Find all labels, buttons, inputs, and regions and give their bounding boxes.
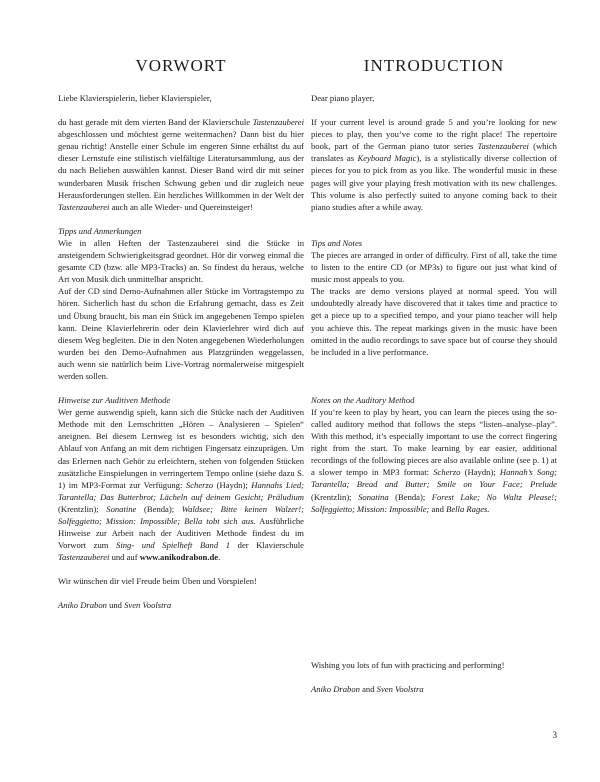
english-intro bbox=[311, 116, 557, 213]
italic-text: Bella Rages. bbox=[446, 503, 490, 514]
text-run: (Benda); bbox=[388, 491, 432, 502]
english-heading: INTRODUCTION bbox=[363, 56, 505, 75]
text-run: If you’re keen to play by heart, you can learn the pieces using the so-called auditory method that follows the steps “listen–analyse–play”. With this method, it’s especially important to use the correct fingering right from the start. To make learning by ear easier, additional recordings of the following pieces are also available online (see p. 1) at a slower tempo in MP3 format: bbox=[311, 406, 557, 478]
text-run: If your current level is around grade 5 and you’re looking for new pieces to play, then you’ve come to the right place! The repertoire book, part of the German piano tutor series bbox=[311, 117, 557, 152]
text-run: Wer gerne auswendig spielt, kann sich die Stücke nach der Auditiven Methode mit den Lernschritten „Hören – Analysieren – Spielen“ aneignen. Bei diesem Lernweg ist es besonders wichtig, sich den Ablauf von Anfang an mit dem richtigen Fingersatz einzuprägen. Um das Erlernen nach Gehör zu erleichtern, stehen von folgenden Stücken zusätzliche Einspielungen in verringertem Tempo online (siehe dazu S. 1) im MP3-Format zur Verfügung: bbox=[58, 407, 304, 490]
german-closing: Wir wünschen dir viel Freude beim Üben und Vorspielen! bbox=[58, 576, 257, 587]
german-greeting: Liebe Klavierspielerin, lieber Klavierspieler, bbox=[58, 93, 212, 103]
text-run: and bbox=[429, 503, 447, 514]
italic-text: Tastenzauberei bbox=[58, 552, 110, 563]
italic-text: Sven Voolstra bbox=[376, 684, 424, 694]
italic-text: Hannah’s Song; Tarantella; Bread and Butter; Smile on Your Face; Prelude bbox=[311, 467, 557, 490]
english-tips-heading: Tips and Notes bbox=[311, 237, 363, 248]
german-column bbox=[58, 56, 304, 612]
text-run: (Haydn); bbox=[460, 467, 500, 478]
german-signature bbox=[58, 599, 304, 611]
text-run: der Klavierschule bbox=[230, 540, 304, 551]
italic-text: Aniko Drabon bbox=[311, 684, 360, 694]
german-auditive-heading: Hinweise zur Auditiven Methode bbox=[58, 395, 171, 406]
text-run: and bbox=[359, 684, 377, 694]
text-run: (Krentzlin); bbox=[58, 503, 107, 514]
text-run: (which translates as bbox=[311, 141, 557, 164]
text-run: und bbox=[106, 600, 125, 611]
italic-text: Keyboard Magic bbox=[357, 153, 417, 164]
italic-text: Hannahs Lied; Tarantella; Das Butterbrot; Lächeln auf deinem Gesicht; Präludium bbox=[58, 479, 304, 502]
english-signature bbox=[311, 683, 557, 695]
italic-text: Scherzo bbox=[185, 479, 214, 490]
italic-text: Waldsee; Bitte keinen Walzer!; Solfeggietto; Mission: Impossible; Bella tobt sich aus. bbox=[58, 503, 304, 526]
german-heading: VORWORT bbox=[135, 56, 227, 75]
text-run: (Krentzlin); bbox=[311, 491, 359, 502]
english-tips-paragraph-1: The pieces are arranged in order of difficulty. First of all, take the time to listen to the entire CD (or MP3s) to figure out just what kind of music most appeals to you. bbox=[311, 249, 557, 285]
german-auditive-paragraph bbox=[58, 406, 304, 563]
italic-text: Scherzo bbox=[433, 467, 461, 478]
italic-text: Tastenzauberei bbox=[252, 117, 304, 128]
english-closing: Wishing you lots of fun with practicing and performing! bbox=[311, 660, 505, 670]
english-auditory-paragraph bbox=[311, 406, 557, 515]
english-column bbox=[311, 56, 557, 515]
german-tips-paragraph-2: Auf der CD sind Demo-Aufnahmen aller Stücke im Vortragstempo zu hören. Sicherlich hast du schon die Erfahrung gemacht, dass es Zeit und Übung braucht, bis man ein Stück im angegebenen Tempo spielen kann. Deine Klavierlehrerin oder dein Klavierlehrer wird dich auf diesem Weg begleiten. Die in den Noten angegebenen Wiederholungen wurden bei den Demo-Aufnahmen aus Platzgründen weggelassen, auch wenn sie natürlich beim Live-Vortrag normalerweise mitgespielt werden sollen. bbox=[58, 286, 304, 381]
text-run: abgeschlossen und möchtest gerne weitermachen? Dann bist du hier genau richtig! Anstelle einer Schule im engeren Sinne erhältst du auf dieser Lernstufe eine stilistisch vielfältige Literatursammlung, aus der du nach Belieben auswählen kannst. Dieser Band wird dir mit seiner wunderbaren Musik frischen Schwung geben und dir zugleich neue Herausforderungen stellen. Ein herzliches Willkommen in der Welt der bbox=[58, 129, 304, 200]
italic-text: Sven Voolstra bbox=[124, 600, 172, 611]
italic-text: Tastenzauberei bbox=[58, 201, 110, 212]
german-tips-heading: Tipps und Anmerkungen bbox=[58, 225, 142, 236]
german-tips-paragraph-1: Wie in allen Heften der Tastenzauberei sind die Stücke in ansteigendem Schwierigkeitsgrad geordnet. Hör dir vorweg einmal die gesamte CD (bzw. alle MP3-Tracks) an. So findest du heraus, welche Art von Musik dich unmittelbar anspricht. bbox=[58, 237, 304, 285]
text-run: ), is a stylistically diverse collection of pieces for you to pick from as you like. The wonderful music in these pages will give your playing fresh motivation with its new challenges. This volume is also perfectly suited to anyone coming back to their piano studies after a while away. bbox=[311, 153, 557, 212]
text-run: und auf bbox=[109, 552, 140, 563]
german-intro bbox=[58, 116, 304, 213]
english-tips-paragraph-2: The tracks are demo versions played at normal speed. You will undoubtedly already have discovered that it takes time and practice to get a piece up to a specified tempo, and your piano teacher will help you achieve this. The repeat markings given in the music have been omitted in the audio recordings to save space but of course they should be included in a live performance. bbox=[311, 286, 557, 357]
italic-text: Sonatina bbox=[358, 491, 389, 502]
english-auditory-heading: Notes on the Auditory Method bbox=[311, 394, 415, 405]
page-number: 3 bbox=[552, 730, 557, 740]
text-run: (Haydn); bbox=[213, 479, 252, 490]
english-greeting: Dear piano player, bbox=[311, 93, 375, 103]
italic-text: Aniko Drabon bbox=[58, 600, 107, 611]
italic-text: Forest Lake; No Waltz Please!; Solfeggietto; Mission: Impossible; bbox=[311, 491, 557, 514]
italic-text: Sonatine bbox=[106, 503, 137, 514]
text-run: du hast gerade mit dem vierten Band der Klavierschule bbox=[58, 117, 253, 128]
link-text: www.anikodrabon.de bbox=[139, 552, 219, 563]
italic-text: Tastenzauberei bbox=[477, 141, 529, 152]
text-run: auch an alle Wieder- und Quereinsteiger! bbox=[109, 201, 253, 212]
text-run: Ausführliche Hinweise zur Arbeit nach der Auditiven Methode findest du im Vorwort zum bbox=[58, 516, 304, 551]
text-run: . bbox=[218, 552, 221, 563]
text-run: (Benda); bbox=[136, 503, 182, 514]
italic-text: Sing- und Spielheft Band 1 bbox=[116, 540, 231, 551]
